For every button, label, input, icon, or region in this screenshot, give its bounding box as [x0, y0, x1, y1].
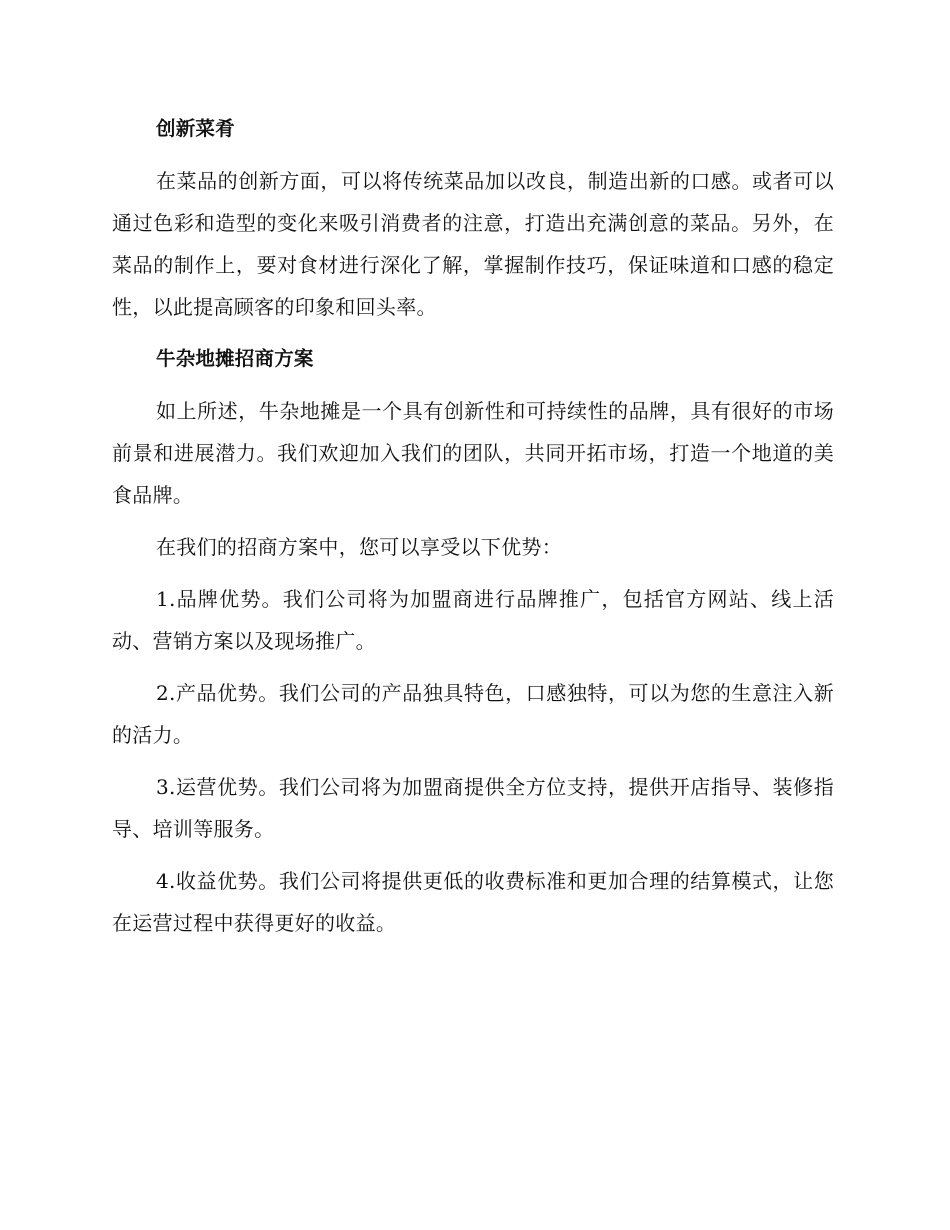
section-heading-innovative-dishes: 创新菜肴: [156, 117, 235, 140]
paragraph-operation-advantage: 3.运营优势。我们公司将为加盟商提供全方位支持，提供开店指导、装修指导、培训等服务。: [112, 775, 834, 841]
paragraph-revenue-advantage: 4.收益优势。我们公司将提供更低的收费标准和更加合理的结算模式，让您在运营过程中获得更好的收益。: [112, 869, 834, 935]
document-page: [112, 108, 834, 954]
paragraph-product-advantage: 2.产品优势。我们公司的产品独具特色，口感独特，可以为您的生意注入新的活力。: [112, 681, 834, 747]
paragraph-brand-advantage: 1.品牌优势。我们公司将为加盟商进行品牌推广，包括官方网站、线上活动、营销方案以及现场推广。: [112, 587, 834, 653]
paragraph-advantages-lead: 在我们的招商方案中，您可以享受以下优势：: [156, 535, 562, 559]
paragraph-innovation: 在菜品的创新方面，可以将传统菜品加以改良，制造出新的口感。或者可以通过色彩和造型的变化来吸引消费者的注意，打造出充满创意的菜品。另外，在菜品的制作上，要对食材进行深化了解，掌握制作技巧，保证味道和口感的稳定性，以此提高顾客的印象和回头率。: [112, 169, 834, 319]
section-heading-franchise-plan: 牛杂地摊招商方案: [156, 347, 314, 370]
paragraph-intro: 如上所述，牛杂地摊是一个具有创新性和可持续性的品牌，具有很好的市场前景和进展潜力。我们欢迎加入我们的团队，共同开拓市场，打造一个地道的美食品牌。: [112, 399, 834, 507]
